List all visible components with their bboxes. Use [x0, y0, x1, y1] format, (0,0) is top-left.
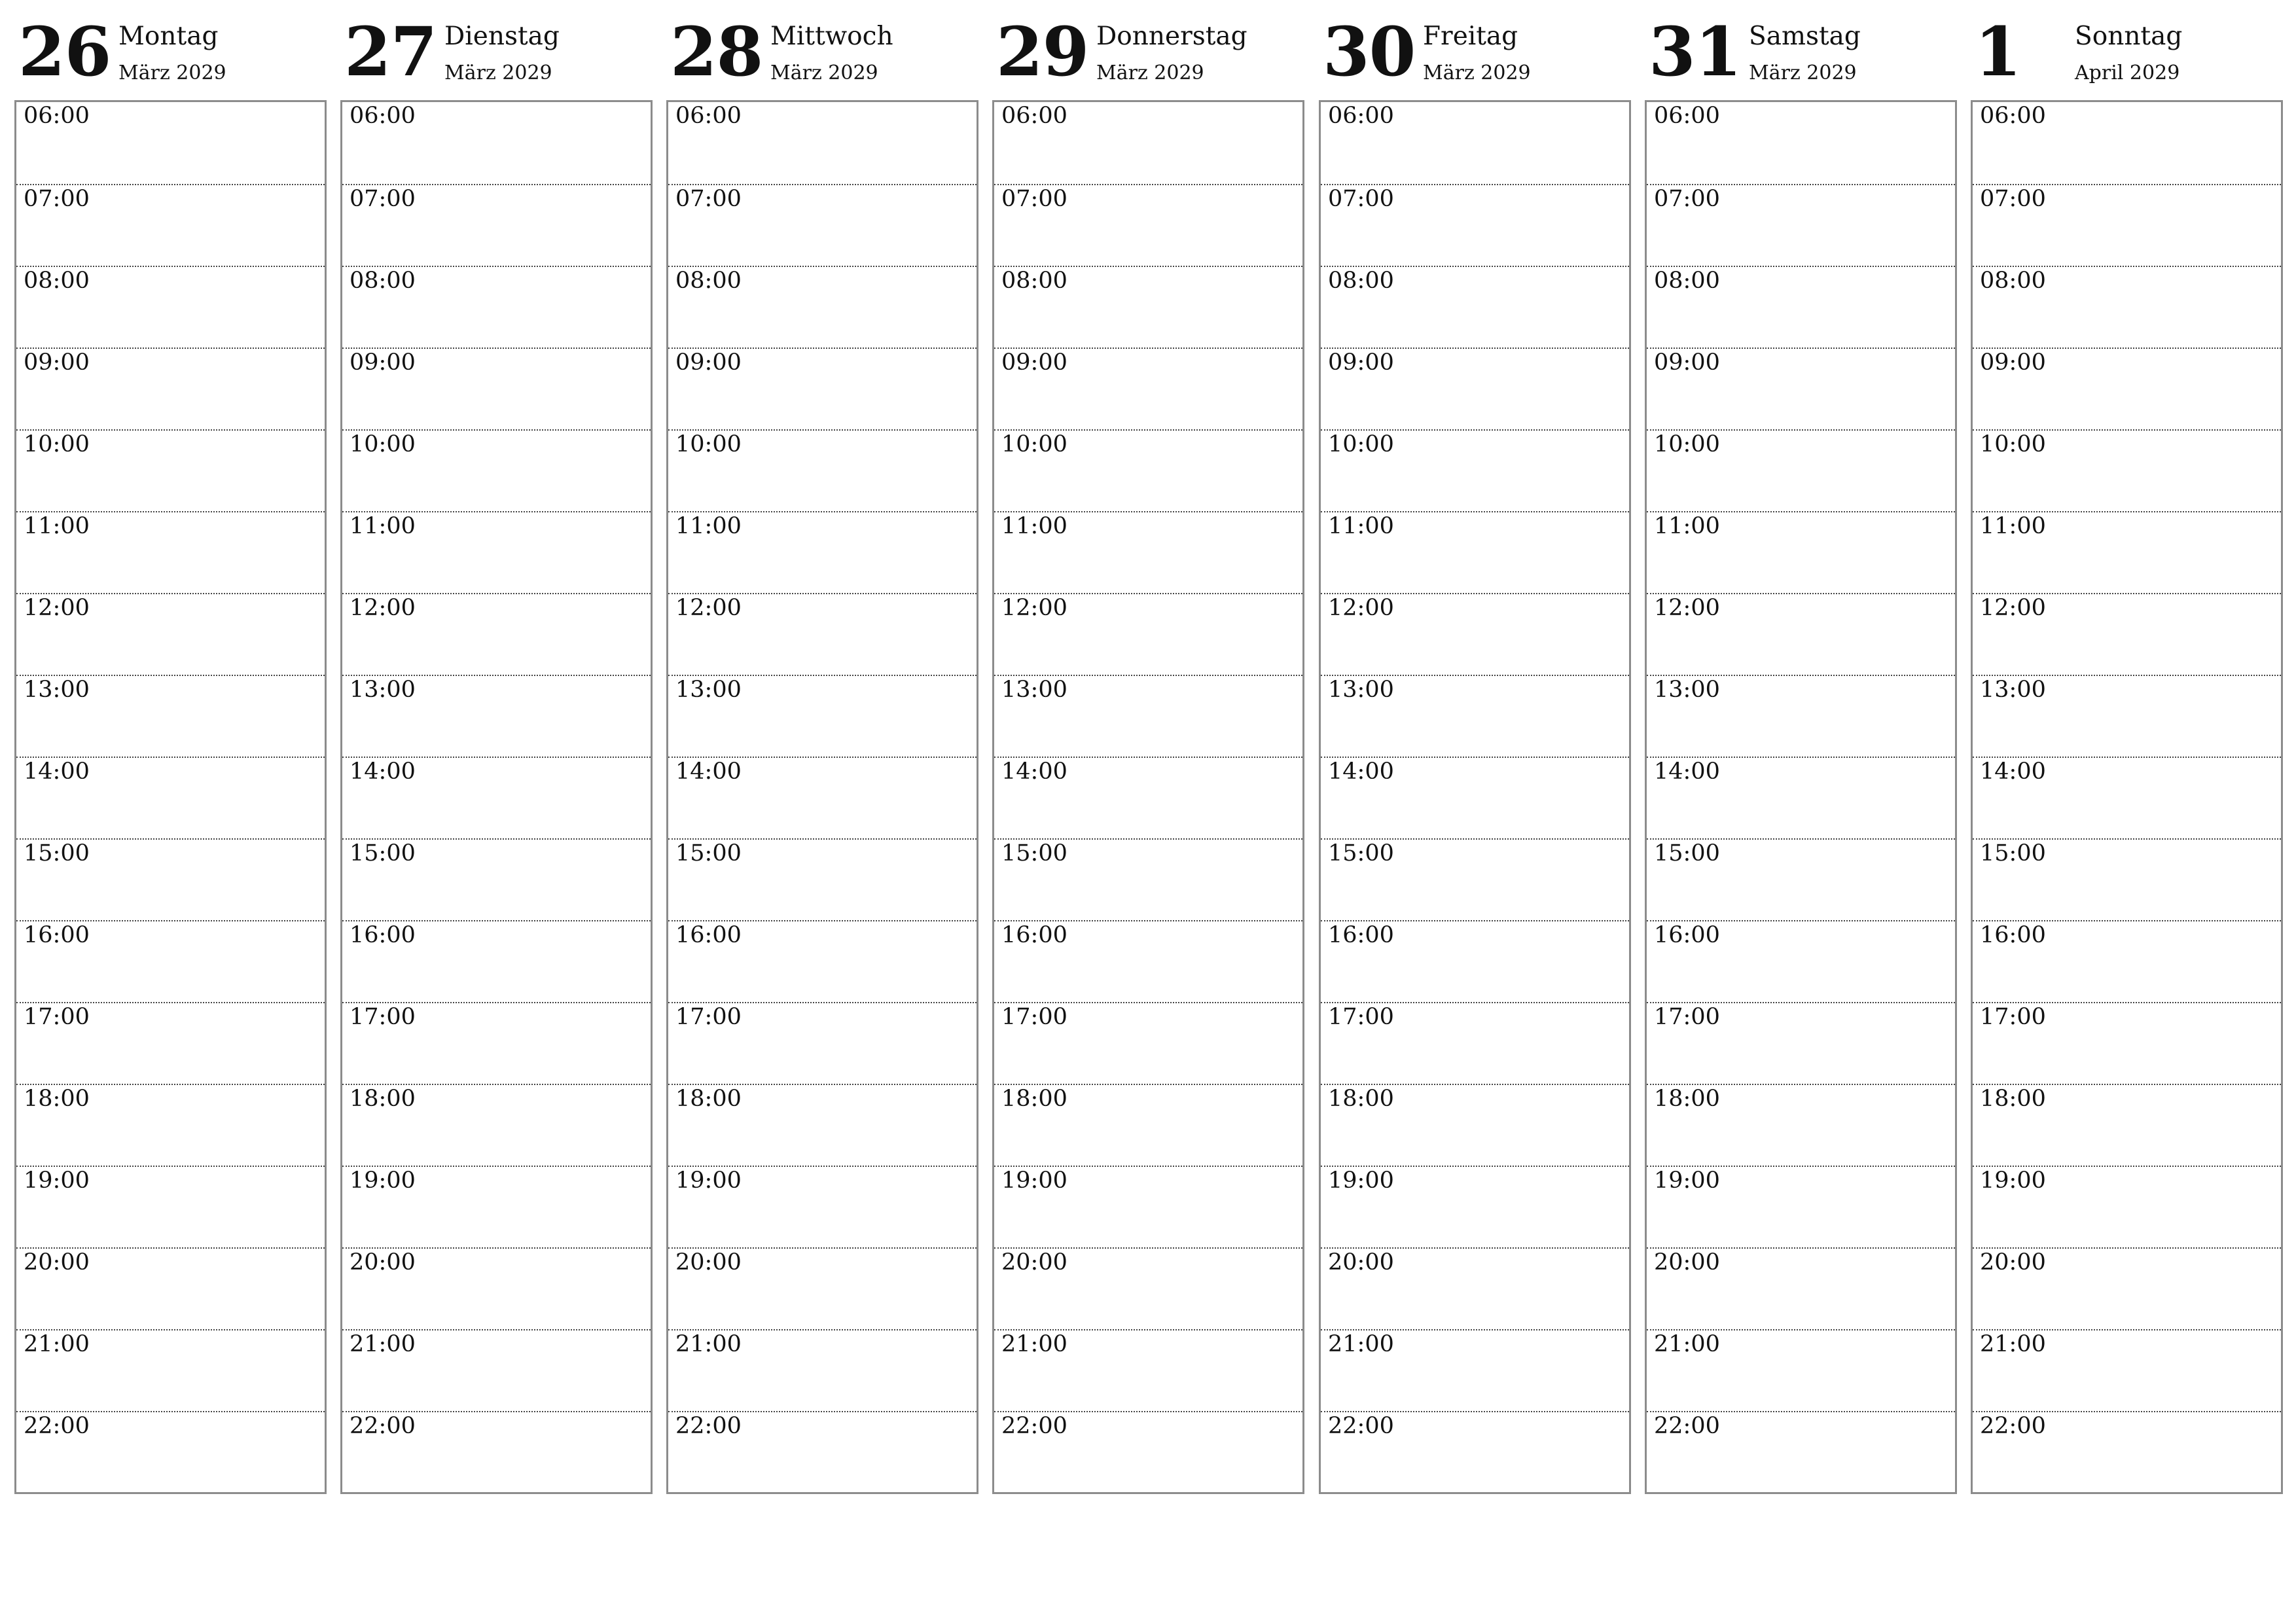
- day-schedule-box: [666, 100, 978, 1494]
- time-slot-label: 21:00: [675, 1331, 742, 1357]
- time-slot[interactable]: [1647, 675, 1955, 757]
- time-slot-label: 21:00: [1980, 1331, 2046, 1357]
- time-slot-label: 14:00: [24, 758, 90, 785]
- weekday-name: Samstag: [1749, 22, 1861, 51]
- time-slot-label: 08:00: [675, 268, 742, 294]
- time-slot[interactable]: [1321, 102, 1629, 184]
- time-slot[interactable]: [342, 1247, 651, 1329]
- time-slot-label: 22:00: [1654, 1413, 1720, 1439]
- month-year: März 2029: [118, 62, 226, 84]
- time-slot-label: 20:00: [1654, 1249, 1720, 1275]
- time-slot-label: 16:00: [1980, 922, 2046, 948]
- month-year: April 2029: [2075, 62, 2180, 84]
- time-slot-label: 15:00: [24, 840, 90, 866]
- day-number: 1: [1975, 12, 2021, 92]
- month-year: März 2029: [1096, 62, 1204, 84]
- day-header: [666, 0, 978, 100]
- time-slot[interactable]: [1973, 920, 2281, 1002]
- time-slot[interactable]: [668, 920, 977, 1002]
- time-slot-label: 13:00: [675, 677, 742, 703]
- time-slot[interactable]: [16, 266, 325, 348]
- time-slot[interactable]: [668, 1411, 977, 1493]
- time-slot-label: 17:00: [1980, 1004, 2046, 1030]
- time-slot[interactable]: [668, 838, 977, 920]
- time-slot[interactable]: [342, 1329, 651, 1411]
- time-slot-label: 20:00: [1328, 1249, 1394, 1275]
- time-slot[interactable]: [668, 757, 977, 838]
- time-slot-label: 10:00: [1980, 431, 2046, 457]
- time-slot[interactable]: [1973, 593, 2281, 675]
- day-schedule-box: [1645, 100, 1957, 1494]
- time-slot[interactable]: [994, 102, 1302, 184]
- time-slot-label: 09:00: [675, 349, 742, 376]
- time-slot[interactable]: [1647, 429, 1955, 511]
- time-slot-label: 09:00: [1001, 349, 1067, 376]
- time-slot[interactable]: [668, 1166, 977, 1247]
- weekday-name: Freitag: [1423, 22, 1518, 51]
- time-slot-label: 06:00: [1654, 103, 1720, 129]
- time-slot[interactable]: [994, 675, 1302, 757]
- time-slot[interactable]: [668, 266, 977, 348]
- time-slot-label: 07:00: [1001, 186, 1067, 212]
- time-slot-label: 10:00: [1654, 431, 1720, 457]
- time-slot[interactable]: [342, 102, 651, 184]
- time-slot-label: 12:00: [1654, 595, 1720, 621]
- time-slot[interactable]: [994, 920, 1302, 1002]
- day-column: [1319, 0, 1631, 1439]
- time-slot-label: 09:00: [1654, 349, 1720, 376]
- time-slot[interactable]: [342, 757, 651, 838]
- time-slot-label: 19:00: [675, 1168, 742, 1194]
- time-slot[interactable]: [16, 1247, 325, 1329]
- time-slot-label: 22:00: [24, 1413, 90, 1439]
- time-slot[interactable]: [16, 1084, 325, 1166]
- time-slot-label: 21:00: [1328, 1331, 1394, 1357]
- time-slot-label: 16:00: [675, 922, 742, 948]
- time-slot[interactable]: [342, 920, 651, 1002]
- time-slot-label: 13:00: [1980, 677, 2046, 703]
- time-slot[interactable]: [668, 1002, 977, 1084]
- time-slot-label: 21:00: [350, 1331, 416, 1357]
- time-slot-label: 16:00: [1328, 922, 1394, 948]
- time-slot[interactable]: [1973, 266, 2281, 348]
- day-header: [1971, 0, 2283, 100]
- time-slot-label: 18:00: [350, 1086, 416, 1112]
- time-slot[interactable]: [1647, 184, 1955, 266]
- time-slot-label: 21:00: [24, 1331, 90, 1357]
- time-slot-label: 11:00: [350, 513, 416, 539]
- time-slot[interactable]: [1973, 1329, 2281, 1411]
- weekday-name: Montag: [118, 22, 219, 51]
- time-slot[interactable]: [1321, 184, 1629, 266]
- time-slot[interactable]: [1973, 1084, 2281, 1166]
- time-slot-label: 08:00: [350, 268, 416, 294]
- time-slot[interactable]: [342, 348, 651, 429]
- time-slot-label: 13:00: [1001, 677, 1067, 703]
- day-number: 30: [1323, 12, 1416, 92]
- month-year: März 2029: [1423, 62, 1531, 84]
- time-slot[interactable]: [16, 1002, 325, 1084]
- time-slot-label: 09:00: [1980, 349, 2046, 376]
- time-slot-label: 16:00: [1001, 922, 1067, 948]
- time-slot-label: 18:00: [675, 1086, 742, 1112]
- time-slot[interactable]: [1973, 1247, 2281, 1329]
- time-slot[interactable]: [668, 675, 977, 757]
- time-slot-label: 12:00: [1328, 595, 1394, 621]
- time-slot-label: 19:00: [1980, 1168, 2046, 1194]
- weekday-name: Donnerstag: [1096, 22, 1247, 51]
- time-slot-label: 06:00: [1980, 103, 2046, 129]
- time-slot-label: 17:00: [350, 1004, 416, 1030]
- weekday-name: Dienstag: [444, 22, 560, 51]
- time-slot[interactable]: [1973, 838, 2281, 920]
- time-slot-label: 14:00: [1654, 758, 1720, 785]
- time-slot[interactable]: [342, 1411, 651, 1493]
- weekday-name: Sonntag: [2075, 22, 2183, 51]
- time-slot[interactable]: [16, 920, 325, 1002]
- time-slot[interactable]: [668, 102, 977, 184]
- time-slot[interactable]: [1647, 511, 1955, 593]
- time-slot-label: 08:00: [1980, 268, 2046, 294]
- time-slot[interactable]: [16, 1329, 325, 1411]
- time-slot-label: 09:00: [1328, 349, 1394, 376]
- time-slot-label: 15:00: [675, 840, 742, 866]
- day-column: [340, 0, 653, 1439]
- time-slot[interactable]: [1321, 266, 1629, 348]
- time-slot-label: 22:00: [1328, 1413, 1394, 1439]
- time-slot[interactable]: [1973, 1002, 2281, 1084]
- time-slot-label: 19:00: [1654, 1168, 1720, 1194]
- day-header: [1319, 0, 1631, 100]
- time-slot[interactable]: [1647, 1411, 1955, 1493]
- day-header: [14, 0, 327, 100]
- time-slot-label: 18:00: [1328, 1086, 1394, 1112]
- time-slot-label: 09:00: [24, 349, 90, 376]
- time-slot[interactable]: [994, 266, 1302, 348]
- time-slot-label: 20:00: [1980, 1249, 2046, 1275]
- time-slot-label: 14:00: [1001, 758, 1067, 785]
- time-slot-label: 19:00: [1328, 1168, 1394, 1194]
- time-slot[interactable]: [668, 429, 977, 511]
- time-slot[interactable]: [16, 348, 325, 429]
- time-slot[interactable]: [1321, 1329, 1629, 1411]
- time-slot-label: 18:00: [1980, 1086, 2046, 1112]
- time-slot[interactable]: [1647, 920, 1955, 1002]
- time-slot[interactable]: [1321, 1247, 1629, 1329]
- time-slot[interactable]: [1321, 348, 1629, 429]
- time-slot[interactable]: [16, 593, 325, 675]
- time-slot[interactable]: [1321, 1084, 1629, 1166]
- day-schedule-box: [1971, 100, 2283, 1494]
- time-slot[interactable]: [668, 1247, 977, 1329]
- time-slot[interactable]: [994, 1329, 1302, 1411]
- time-slot[interactable]: [342, 1084, 651, 1166]
- time-slot[interactable]: [342, 593, 651, 675]
- time-slot[interactable]: [1973, 184, 2281, 266]
- time-slot[interactable]: [1321, 920, 1629, 1002]
- day-header: [992, 0, 1304, 100]
- day-column: [1971, 0, 2283, 1439]
- day-number: 29: [996, 12, 1089, 92]
- time-slot-label: 10:00: [350, 431, 416, 457]
- day-number: 26: [18, 12, 111, 92]
- time-slot-label: 20:00: [1001, 1249, 1067, 1275]
- time-slot-label: 12:00: [350, 595, 416, 621]
- time-slot-label: 22:00: [1980, 1413, 2046, 1439]
- time-slot-label: 20:00: [675, 1249, 742, 1275]
- time-slot-label: 10:00: [675, 431, 742, 457]
- time-slot[interactable]: [16, 757, 325, 838]
- time-slot-label: 18:00: [1654, 1086, 1720, 1112]
- time-slot-label: 18:00: [1001, 1086, 1067, 1112]
- time-slot-label: 20:00: [350, 1249, 416, 1275]
- time-slot[interactable]: [1321, 593, 1629, 675]
- day-header: [1645, 0, 1957, 100]
- time-slot[interactable]: [668, 348, 977, 429]
- time-slot-label: 21:00: [1001, 1331, 1067, 1357]
- time-slot-label: 19:00: [1001, 1168, 1067, 1194]
- time-slot[interactable]: [1973, 511, 2281, 593]
- time-slot[interactable]: [668, 184, 977, 266]
- day-schedule-box: [340, 100, 653, 1494]
- time-slot[interactable]: [994, 1411, 1302, 1493]
- time-slot-label: 16:00: [24, 922, 90, 948]
- time-slot[interactable]: [1321, 675, 1629, 757]
- time-slot-label: 06:00: [675, 103, 742, 129]
- day-column: [666, 0, 978, 1439]
- time-slot[interactable]: [994, 757, 1302, 838]
- day-schedule-box: [992, 100, 1304, 1494]
- time-slot[interactable]: [1973, 1166, 2281, 1247]
- time-slot[interactable]: [1321, 1411, 1629, 1493]
- time-slot-label: 12:00: [1001, 595, 1067, 621]
- time-slot[interactable]: [342, 266, 651, 348]
- time-slot[interactable]: [16, 1166, 325, 1247]
- time-slot[interactable]: [1647, 838, 1955, 920]
- time-slot-label: 08:00: [1328, 268, 1394, 294]
- time-slot-label: 07:00: [1654, 186, 1720, 212]
- time-slot[interactable]: [668, 1329, 977, 1411]
- time-slot[interactable]: [1647, 757, 1955, 838]
- time-slot[interactable]: [342, 184, 651, 266]
- time-slot[interactable]: [1647, 1084, 1955, 1166]
- month-year: März 2029: [770, 62, 878, 84]
- day-column: [1645, 0, 1957, 1439]
- time-slot[interactable]: [342, 1002, 651, 1084]
- time-slot[interactable]: [16, 838, 325, 920]
- time-slot[interactable]: [994, 1247, 1302, 1329]
- time-slot[interactable]: [16, 429, 325, 511]
- time-slot[interactable]: [994, 348, 1302, 429]
- time-slot[interactable]: [1647, 266, 1955, 348]
- time-slot[interactable]: [1647, 1166, 1955, 1247]
- time-slot[interactable]: [1321, 1002, 1629, 1084]
- time-slot[interactable]: [994, 184, 1302, 266]
- time-slot[interactable]: [994, 593, 1302, 675]
- time-slot-label: 17:00: [1001, 1004, 1067, 1030]
- time-slot[interactable]: [1321, 511, 1629, 593]
- time-slot[interactable]: [1647, 1002, 1955, 1084]
- time-slot[interactable]: [1973, 675, 2281, 757]
- time-slot-label: 10:00: [24, 431, 90, 457]
- time-slot[interactable]: [1973, 1411, 2281, 1493]
- time-slot-label: 10:00: [1001, 431, 1067, 457]
- time-slot[interactable]: [16, 511, 325, 593]
- time-slot[interactable]: [1973, 348, 2281, 429]
- time-slot-label: 11:00: [675, 513, 742, 539]
- time-slot[interactable]: [994, 1084, 1302, 1166]
- time-slot-label: 06:00: [350, 103, 416, 129]
- time-slot[interactable]: [1321, 838, 1629, 920]
- time-slot[interactable]: [1647, 102, 1955, 184]
- time-slot[interactable]: [1647, 348, 1955, 429]
- time-slot-label: 06:00: [1001, 103, 1067, 129]
- time-slot-label: 14:00: [675, 758, 742, 785]
- time-slot-label: 07:00: [1328, 186, 1394, 212]
- month-year: März 2029: [1749, 62, 1857, 84]
- time-slot[interactable]: [1973, 429, 2281, 511]
- time-slot[interactable]: [1973, 757, 2281, 838]
- time-slot[interactable]: [342, 675, 651, 757]
- time-slot-label: 07:00: [675, 186, 742, 212]
- weekday-name: Mittwoch: [770, 22, 893, 51]
- time-slot-label: 15:00: [1001, 840, 1067, 866]
- time-slot-label: 17:00: [24, 1004, 90, 1030]
- day-column: [14, 0, 327, 1439]
- time-slot-label: 13:00: [24, 677, 90, 703]
- time-slot-label: 07:00: [350, 186, 416, 212]
- time-slot-label: 08:00: [24, 268, 90, 294]
- time-slot[interactable]: [994, 1002, 1302, 1084]
- time-slot[interactable]: [994, 429, 1302, 511]
- time-slot-label: 15:00: [1328, 840, 1394, 866]
- time-slot-label: 20:00: [24, 1249, 90, 1275]
- time-slot-label: 22:00: [1001, 1413, 1067, 1439]
- time-slot-label: 11:00: [1654, 513, 1720, 539]
- time-slot[interactable]: [1321, 1166, 1629, 1247]
- time-slot[interactable]: [342, 838, 651, 920]
- time-slot-label: 17:00: [1328, 1004, 1394, 1030]
- time-slot[interactable]: [1647, 1247, 1955, 1329]
- time-slot[interactable]: [1321, 429, 1629, 511]
- time-slot-label: 08:00: [1001, 268, 1067, 294]
- time-slot-label: 13:00: [1654, 677, 1720, 703]
- time-slot[interactable]: [342, 511, 651, 593]
- time-slot-label: 22:00: [350, 1413, 416, 1439]
- time-slot[interactable]: [16, 1411, 325, 1493]
- time-slot-label: 11:00: [1328, 513, 1394, 539]
- time-slot-label: 16:00: [1654, 922, 1720, 948]
- time-slot[interactable]: [1321, 757, 1629, 838]
- time-slot[interactable]: [16, 184, 325, 266]
- time-slot-label: 14:00: [1328, 758, 1394, 785]
- day-header: [340, 0, 653, 100]
- time-slot[interactable]: [668, 593, 977, 675]
- time-slot-label: 14:00: [350, 758, 416, 785]
- time-slot[interactable]: [342, 429, 651, 511]
- time-slot-label: 15:00: [1980, 840, 2046, 866]
- month-year: März 2029: [444, 62, 552, 84]
- day-number: 27: [344, 12, 437, 92]
- time-slot[interactable]: [342, 1166, 651, 1247]
- time-slot-label: 22:00: [675, 1413, 742, 1439]
- time-slot[interactable]: [994, 1166, 1302, 1247]
- time-slot[interactable]: [668, 511, 977, 593]
- time-slot-label: 15:00: [350, 840, 416, 866]
- time-slot-label: 09:00: [350, 349, 416, 376]
- time-slot-label: 13:00: [1328, 677, 1394, 703]
- time-slot-label: 21:00: [1654, 1331, 1720, 1357]
- time-slot-label: 12:00: [1980, 595, 2046, 621]
- time-slot-label: 11:00: [1001, 513, 1067, 539]
- time-slot[interactable]: [1647, 1329, 1955, 1411]
- time-slot[interactable]: [16, 102, 325, 184]
- time-slot-label: 06:00: [24, 103, 90, 129]
- time-slot-label: 19:00: [24, 1168, 90, 1194]
- time-slot[interactable]: [668, 1084, 977, 1166]
- time-slot-label: 07:00: [1980, 186, 2046, 212]
- day-number: 28: [670, 12, 763, 92]
- day-number: 31: [1649, 12, 1742, 92]
- day-schedule-box: [1319, 100, 1631, 1494]
- time-slot-label: 12:00: [24, 595, 90, 621]
- time-slot-label: 17:00: [675, 1004, 742, 1030]
- time-slot-label: 17:00: [1654, 1004, 1720, 1030]
- time-slot-label: 06:00: [1328, 103, 1394, 129]
- time-slot[interactable]: [994, 838, 1302, 920]
- time-slot[interactable]: [994, 511, 1302, 593]
- time-slot-label: 16:00: [350, 922, 416, 948]
- time-slot-label: 18:00: [24, 1086, 90, 1112]
- time-slot-label: 15:00: [1654, 840, 1720, 866]
- time-slot[interactable]: [16, 675, 325, 757]
- time-slot[interactable]: [1973, 102, 2281, 184]
- time-slot-label: 07:00: [24, 186, 90, 212]
- time-slot-label: 10:00: [1328, 431, 1394, 457]
- day-column: [992, 0, 1304, 1439]
- day-schedule-box: [14, 100, 327, 1494]
- time-slot-label: 12:00: [675, 595, 742, 621]
- time-slot-label: 08:00: [1654, 268, 1720, 294]
- time-slot-label: 14:00: [1980, 758, 2046, 785]
- time-slot[interactable]: [1647, 593, 1955, 675]
- time-slot-label: 11:00: [1980, 513, 2046, 539]
- time-slot-label: 11:00: [24, 513, 90, 539]
- time-slot-label: 19:00: [350, 1168, 416, 1194]
- time-slot-label: 13:00: [350, 677, 416, 703]
